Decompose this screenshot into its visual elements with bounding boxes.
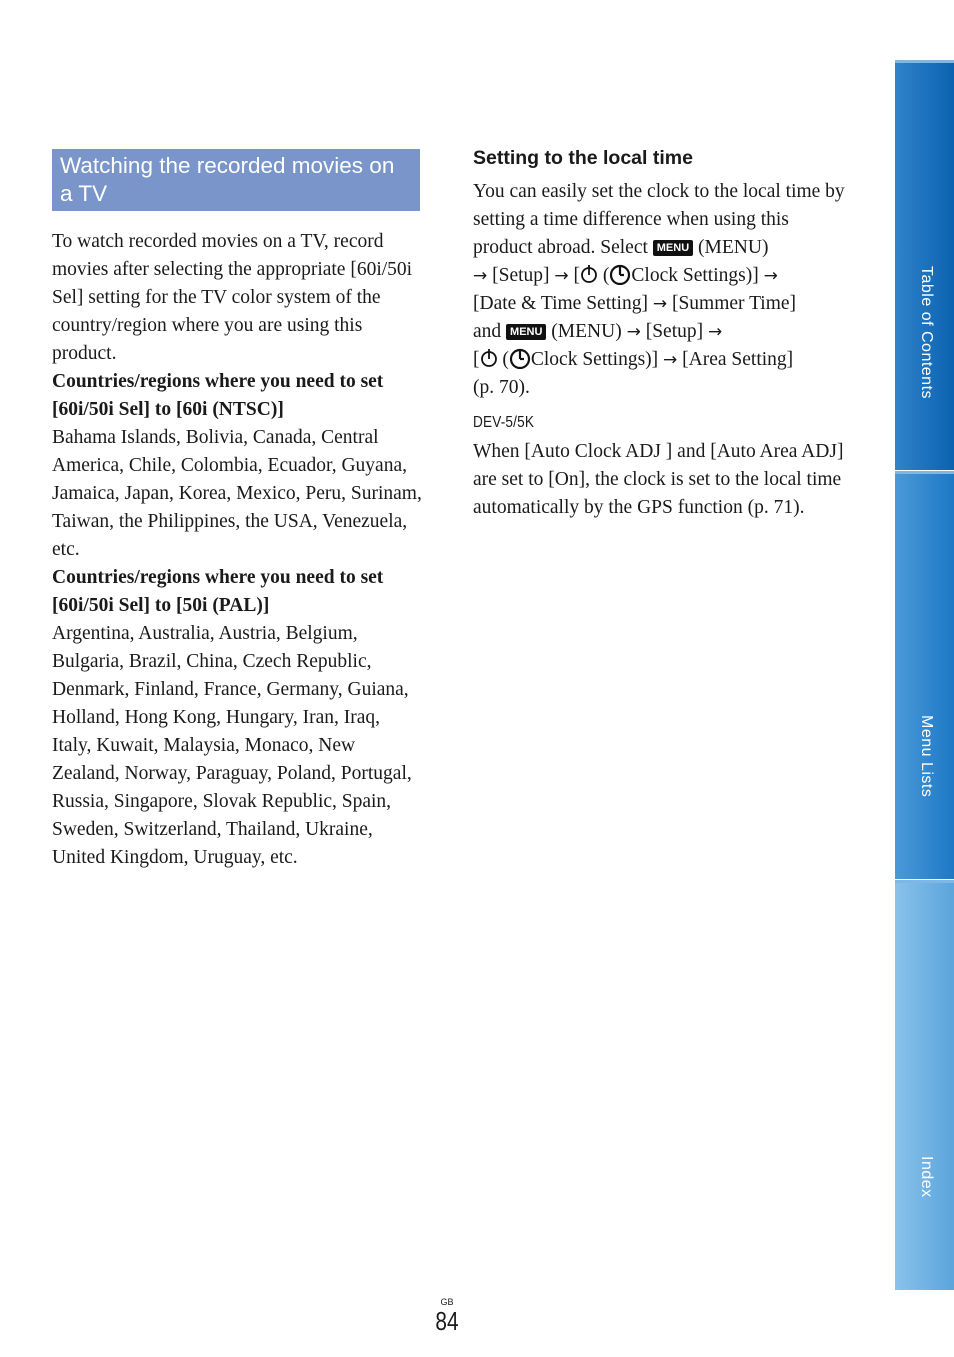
clock-settings-label: Clock Settings)]: [631, 265, 759, 286]
tab-label-menu: Menu Lists: [918, 715, 935, 798]
menu-button-icon: MENU: [653, 240, 693, 256]
page-reference: (p. 70).: [473, 377, 530, 398]
left-column: [52, 149, 424, 872]
area-setting-label: [Area Setting]: [682, 349, 794, 370]
instructions-intro: You can easily set the clock to the local time by setting a time difference when using this product abroad. Select: [473, 181, 845, 258]
local-time-subheading: Setting to the local time: [473, 147, 693, 169]
date-time-label: [Date & Time Setting]: [473, 293, 648, 314]
clock-settings-icon: [509, 347, 531, 369]
model-tag: DEV-5/5K: [473, 414, 535, 431]
summer-time-label: [Summer Time]: [671, 293, 797, 314]
clock-settings-label: Clock Settings)]: [530, 349, 659, 370]
clock-icon: [580, 264, 598, 284]
arrow-icon: →: [707, 322, 723, 342]
paren-open: (: [602, 265, 610, 286]
page-footer: [430, 1297, 464, 1335]
tab-label-index: Index: [918, 1155, 935, 1198]
arrow-icon: →: [763, 266, 778, 286]
setup-label: [Setup]: [492, 265, 550, 286]
bracket-open: [: [573, 265, 581, 286]
local-time-instructions: [473, 178, 853, 402]
tab-label-toc: Table of Contents: [918, 265, 935, 400]
arrow-icon: →: [652, 294, 668, 314]
arrow-icon: →: [554, 266, 569, 286]
tab-menu-lists[interactable]: [895, 471, 954, 879]
arrow-icon: →: [626, 322, 641, 342]
region-code: GB: [440, 1297, 454, 1307]
ntsc-heading: Countries/regions where you need to set [60i/50i Sel] to [60i (NTSC)]: [52, 371, 384, 420]
clock-settings-icon: [609, 263, 631, 285]
right-column: [473, 146, 853, 522]
pal-heading: Countries/regions where you need to set [60i/50i Sel] to [50i (PAL)]: [52, 567, 384, 616]
intro-paragraph: To watch recorded movies on a TV, record movies after selecting the appropriate [60i/50i Sel] setting for the TV color system of the country/region where you are using this product.: [52, 231, 413, 364]
arrow-icon: →: [473, 266, 488, 286]
menu-button-icon: MENU: [506, 324, 546, 340]
paren-open: (: [502, 349, 509, 370]
bracket-open: [: [473, 349, 480, 370]
pal-country-list: Argentina, Australia, Austria, Belgium, Bulgaria, Brazil, China, Czech Republic, Denmark, Finland, France, Germany, Guiana, Holland, Hong Kong, Hungary, Iran, Iraq, Italy, Kuwait, Malaysia, Monaco, New Zealand, Norway, Paraguay, Poland, Portugal, Russia, Singapore, Slovak Republic, Spain, Sweden, Switzerland, Thailand, Ukraine, United Kingdom, Uruguay, etc.: [52, 623, 412, 868]
menu-label: (MENU): [551, 321, 622, 342]
and-text: and: [473, 321, 502, 342]
tab-index[interactable]: [895, 880, 954, 1290]
arrow-icon: →: [663, 350, 678, 370]
section-heading: Watching the recorded movies on a TV: [52, 149, 420, 211]
setup-label: [Setup]: [645, 321, 704, 342]
page-number: 84: [435, 1306, 459, 1336]
gps-paragraph: When [Auto Clock ADJ ] and [Auto Area ADJ] are set to [On], the clock is set to the local time automatically by the GPS function (p. 71).: [473, 441, 844, 518]
ntsc-country-list: Bahama Islands, Bolivia, Canada, Central America, Chile, Colombia, Ecuador, Guyana, Jamaica, Japan, Korea, Mexico, Peru, Surinam, Taiwan, the Philippines, the USA, Venezuela, etc.: [52, 427, 422, 560]
tab-table-of-contents[interactable]: [895, 60, 954, 470]
menu-label: (MENU): [698, 237, 769, 258]
clock-icon: [480, 348, 498, 368]
